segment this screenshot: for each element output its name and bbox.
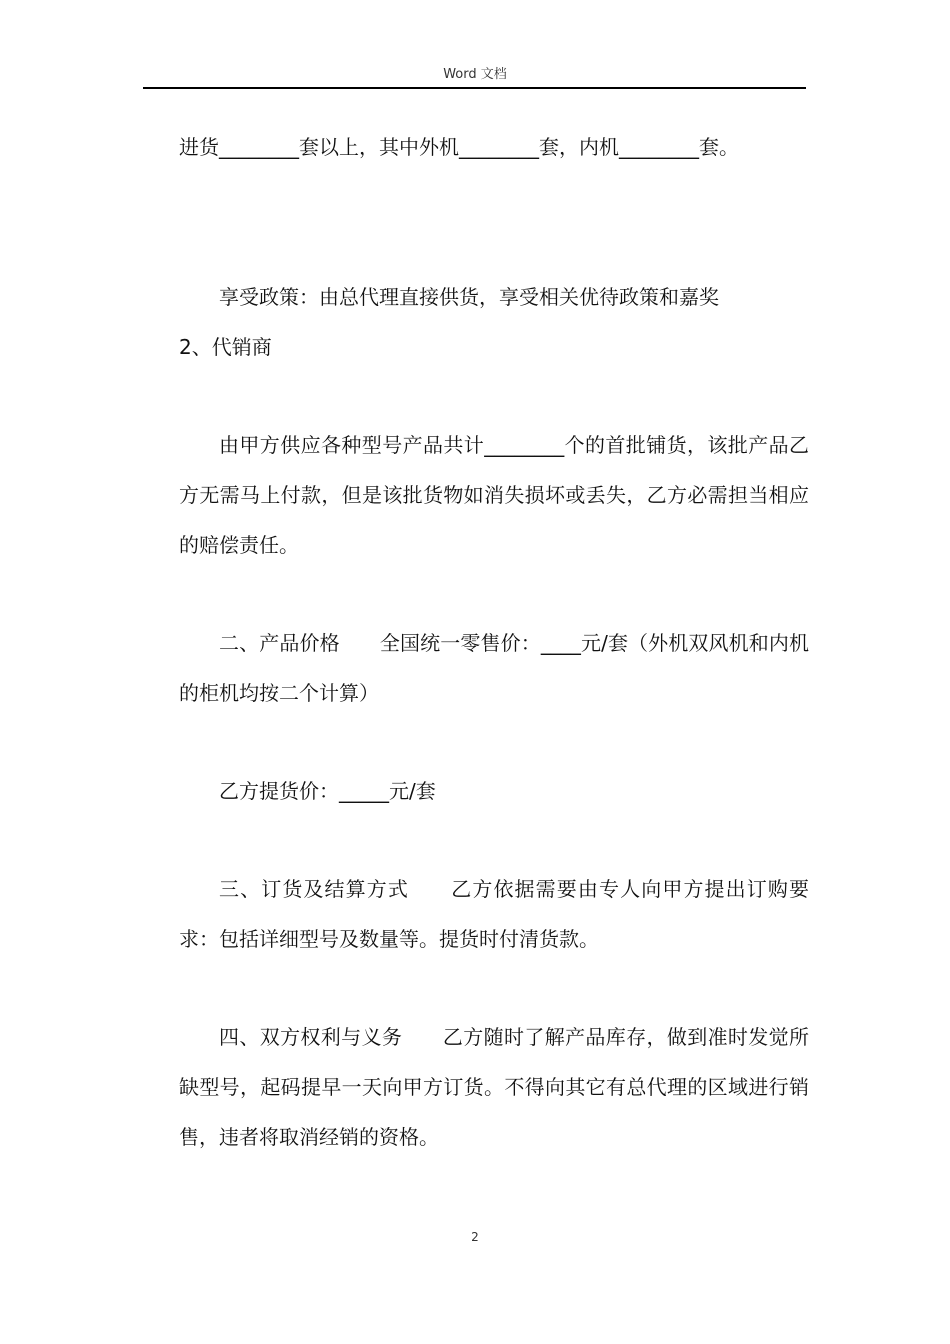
paragraph-rights-obligations: 四、双方权利与义务 乙方随时了解产品库存，做到准时发觉所缺型号，起码提早一天向甲方订货。不得向其它有总代理的区域进行销售，违者将取消经销的资格。 <box>179 1025 809 1149</box>
paragraph-ordering-settlement: 三、订货及结算方式 乙方依据需要由专人向甲方提出订购要求：包括详细型号及数量等。提货时付清货款。 <box>179 877 809 951</box>
page-footer <box>0 1230 950 1244</box>
header-title: Word 文档 <box>443 67 507 82</box>
paragraph-purchase-quantity: 进货________套以上，其中外机________套，内机________套。 <box>179 135 739 159</box>
header-divider <box>143 87 806 89</box>
paragraph-product-price: 二、产品价格 全国统一零售价：____元/套（外机双风机和内机的柜机均按二个计算） <box>179 631 809 705</box>
paragraph-consignment-terms: 由甲方供应各种型号产品共计________个的首批铺货，该批产品乙方无需马上付款，但是该批货物如消失损坏或丢失，乙方必需担当相应的赔偿责任。 <box>179 433 809 557</box>
document-body <box>179 122 809 1162</box>
paragraph-policy: 享受政策：由总代理直接供货，享受相关优待政策和嘉奖 <box>219 285 719 309</box>
page-number: 2 <box>471 1230 479 1244</box>
section-heading-consignment: 2、代销商 <box>179 335 272 359</box>
page-header <box>0 66 950 84</box>
paragraph-pickup-price: 乙方提货价：_____元/套 <box>219 779 436 803</box>
